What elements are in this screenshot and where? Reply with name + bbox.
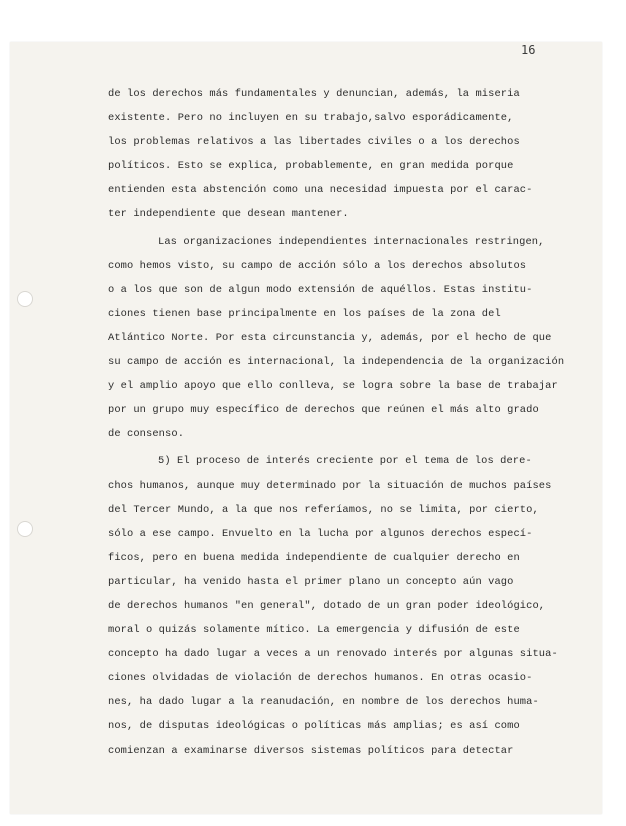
punch-hole xyxy=(17,521,33,537)
text-line: entienden esta abstención como una necesidad impuesta por el carac- xyxy=(108,184,533,197)
text-line: de los derechos más fundamentales y denuncian, además, la miseria xyxy=(108,88,520,100)
text-line: Las organizaciones independientes internacionales restringen, xyxy=(158,235,545,248)
text-line: ciones olvidadas de violación de derechos humanos. En otras ocasio- xyxy=(108,672,533,685)
text-line: particular, ha venido hasta el primer plano un concepto aún vago xyxy=(108,575,514,588)
punch-hole xyxy=(17,291,33,307)
text-line: 5) El proceso de interés creciente por el tema de los dere- xyxy=(158,455,532,468)
text-line: ciones tienen base principalmente en los países de la zona del xyxy=(108,307,501,320)
text-line: de consenso. xyxy=(108,428,185,441)
paragraph xyxy=(108,449,578,762)
text-line: Atlántico Norte. Por esta circunstancia y, además, por el hecho de que xyxy=(108,331,552,344)
text-line: comienzan a examinarse diversos sistemas políticos para detectar xyxy=(108,744,514,757)
text-line: o a los que son de algun modo extensión de aquéllos. Estas institu- xyxy=(108,283,533,296)
text-line: del Tercer Mundo, a la que nos referíamos, no se limita, por cierto, xyxy=(108,503,539,516)
text-line: como hemos visto, su campo de acción sólo a los derechos absolutos xyxy=(108,259,527,272)
text-line: su campo de acción es internacional, la independencia de la organización xyxy=(108,356,565,369)
text-line: moral o quizás solamente mítico. La emergencia y difusión de este xyxy=(108,624,520,637)
text-line: nes, ha dado lugar a la reanudación, en nombre de los derechos huma- xyxy=(108,696,539,709)
text-line: nos, de disputas ideológicas o políticas más amplias; es así como xyxy=(108,720,520,733)
text-line: ter independiente que desean mantener. xyxy=(108,208,349,221)
page-number: 16 xyxy=(521,43,536,57)
text-line: chos humanos, aunque muy determinado por la situación de muchos países xyxy=(108,479,552,492)
body-text xyxy=(108,82,578,763)
text-line: sólo a ese campo. Envuelto en la lucha por algunos derechos especí- xyxy=(108,527,533,540)
text-line: existente. Pero no incluyen en su trabajo,salvo esporádicamente, xyxy=(108,112,514,125)
text-line: y el amplio apoyo que ello conlleva, se logra sobre la base de trabajar xyxy=(108,380,558,393)
text-line: concepto ha dado lugar a veces a un renovado interés por algunas situa- xyxy=(108,648,558,661)
paragraph xyxy=(108,230,578,447)
text-line: políticos. Esto se explica, probablemente, en gran medida porque xyxy=(108,160,514,173)
text-line: ficos, pero en buena medida independiente de cualquier derecho en xyxy=(108,551,520,564)
text-line: por un grupo muy específico de derechos que reúnen el más alto grado xyxy=(108,404,539,417)
text-line: los problemas relativos a las libertades civiles o a los derechos xyxy=(108,136,520,149)
text-line: de derechos humanos "en general", dotado de un gran poder ideológico, xyxy=(108,599,546,612)
paragraph xyxy=(108,82,578,227)
